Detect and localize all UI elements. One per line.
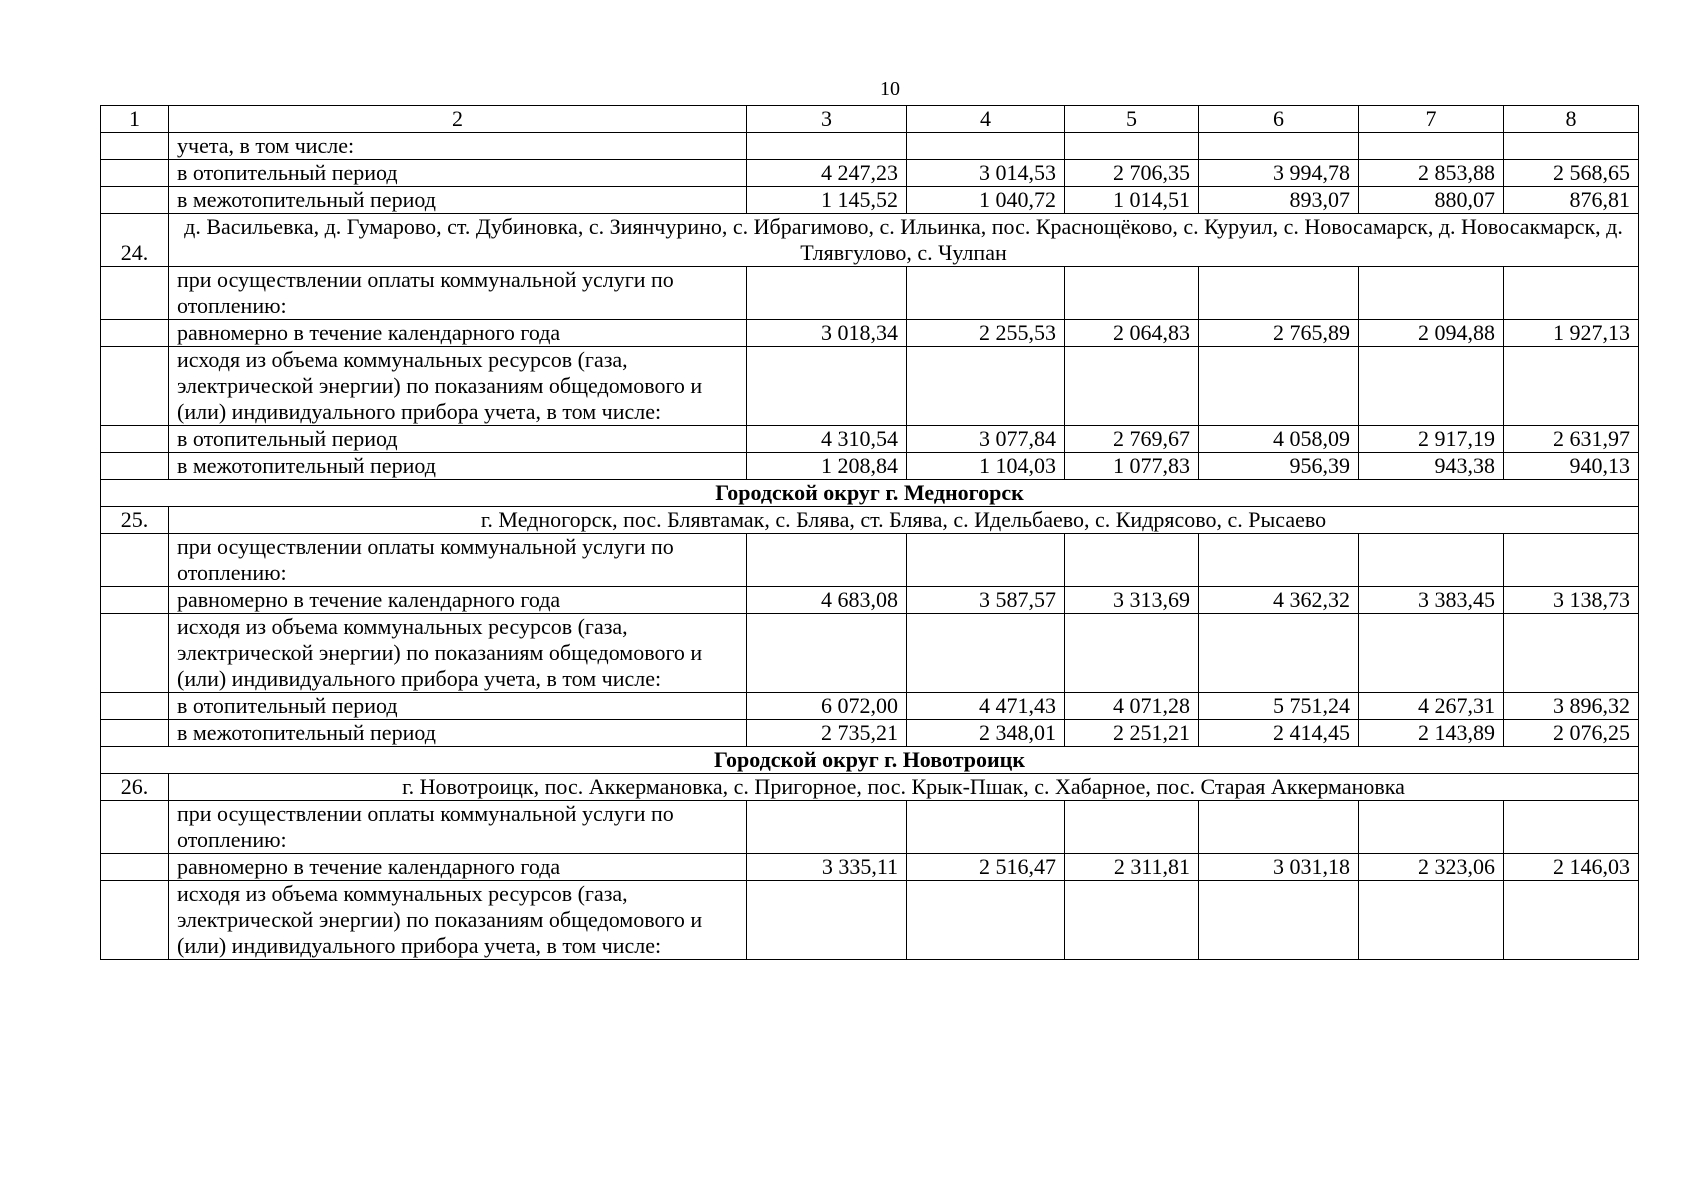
table-row <box>101 267 1639 320</box>
value-cell: 2 146,03 <box>1504 854 1639 881</box>
value-cell: 2 706,35 <box>1065 160 1199 187</box>
value-cell <box>1359 347 1504 426</box>
settlement-row <box>101 507 1639 534</box>
row-description: исходя из объема коммунальных ресурсов (газа, электрической энергии) по показаниям общедомового и (или) индивидуального прибора учета, в том числе: <box>169 881 747 960</box>
value-cell: 2 568,65 <box>1504 160 1639 187</box>
value-cell <box>907 267 1065 320</box>
row-index-cell <box>101 320 169 347</box>
value-cell <box>1504 347 1639 426</box>
value-cell: 1 077,83 <box>1065 453 1199 480</box>
value-cell: 2 631,97 <box>1504 426 1639 453</box>
value-cell <box>907 534 1065 587</box>
row-description: в межотопительный период <box>169 720 747 747</box>
header-cell: 5 <box>1065 106 1199 133</box>
table-row <box>101 881 1639 960</box>
table-row <box>101 133 1639 160</box>
value-cell <box>1359 267 1504 320</box>
row-index-cell <box>101 693 169 720</box>
row-index-cell <box>101 160 169 187</box>
value-cell: 2 255,53 <box>907 320 1065 347</box>
value-cell: 4 310,54 <box>747 426 907 453</box>
row-index-cell <box>101 587 169 614</box>
value-cell: 880,07 <box>1359 187 1504 214</box>
value-cell: 3 335,11 <box>747 854 907 881</box>
value-cell: 4 471,43 <box>907 693 1065 720</box>
value-cell: 2 348,01 <box>907 720 1065 747</box>
table-row <box>101 693 1639 720</box>
header-cell: 1 <box>101 106 169 133</box>
value-cell: 3 014,53 <box>907 160 1065 187</box>
table-row <box>101 720 1639 747</box>
value-cell: 4 058,09 <box>1199 426 1359 453</box>
row-description: учета, в том числе: <box>169 133 747 160</box>
district-heading-row <box>101 747 1639 774</box>
value-cell: 2 917,19 <box>1359 426 1504 453</box>
value-cell: 4 683,08 <box>747 587 907 614</box>
row-description: в отопительный период <box>169 160 747 187</box>
row-index-cell <box>101 133 169 160</box>
value-cell: 1 040,72 <box>907 187 1065 214</box>
table-row <box>101 801 1639 854</box>
value-cell: 2 064,83 <box>1065 320 1199 347</box>
value-cell: 2 143,89 <box>1359 720 1504 747</box>
table-row <box>101 614 1639 693</box>
table-row <box>101 160 1639 187</box>
settlement-row <box>101 214 1639 267</box>
header-cell: 7 <box>1359 106 1504 133</box>
table-row <box>101 453 1639 480</box>
value-cell <box>747 534 907 587</box>
page-number: 10 <box>880 78 900 100</box>
row-index-cell <box>101 347 169 426</box>
value-cell <box>747 267 907 320</box>
value-cell <box>1359 801 1504 854</box>
table-row <box>101 187 1639 214</box>
value-cell: 3 896,32 <box>1504 693 1639 720</box>
value-cell: 1 145,52 <box>747 187 907 214</box>
row-description: равномерно в течение календарного года <box>169 587 747 614</box>
value-cell <box>907 347 1065 426</box>
value-cell: 1 104,03 <box>907 453 1065 480</box>
row-index-cell: 26. <box>101 774 169 801</box>
value-cell: 2 311,81 <box>1065 854 1199 881</box>
value-cell <box>907 801 1065 854</box>
value-cell <box>1504 614 1639 693</box>
value-cell: 2 516,47 <box>907 854 1065 881</box>
row-description: в отопительный период <box>169 693 747 720</box>
settlement-list: г. Новотроицк, пос. Аккермановка, с. Пригорное, пос. Крык-Пшак, с. Хабарное, пос. Старая Аккермановка <box>169 774 1639 801</box>
value-cell <box>1199 534 1359 587</box>
value-cell: 876,81 <box>1504 187 1639 214</box>
value-cell <box>1065 881 1199 960</box>
value-cell: 3 077,84 <box>907 426 1065 453</box>
value-cell: 4 362,32 <box>1199 587 1359 614</box>
value-cell: 3 138,73 <box>1504 587 1639 614</box>
row-index-cell: 25. <box>101 507 169 534</box>
value-cell: 6 072,00 <box>747 693 907 720</box>
row-description: исходя из объема коммунальных ресурсов (газа, электрической энергии) по показаниям общедомового и (или) индивидуального прибора учета, в том числе: <box>169 347 747 426</box>
value-cell: 1 927,13 <box>1504 320 1639 347</box>
value-cell: 4 267,31 <box>1359 693 1504 720</box>
tariff-table <box>100 105 1639 960</box>
header-cell: 3 <box>747 106 907 133</box>
value-cell <box>747 881 907 960</box>
value-cell: 2 765,89 <box>1199 320 1359 347</box>
header-cell: 4 <box>907 106 1065 133</box>
value-cell <box>1504 801 1639 854</box>
value-cell: 2 076,25 <box>1504 720 1639 747</box>
row-index-cell: 24. <box>101 214 169 267</box>
value-cell <box>1199 133 1359 160</box>
value-cell: 2 094,88 <box>1359 320 1504 347</box>
row-index-cell <box>101 426 169 453</box>
settlement-list: д. Васильевка, д. Гумарово, ст. Дубиновка, с. Зиянчурино, с. Ибрагимово, с. Ильинка, пос. Краснощёково, с. Куруил, с. Новосамарск, д. Новосакмарск, д. Тлявгулово, с. Чулпан <box>169 214 1639 267</box>
table-row <box>101 534 1639 587</box>
value-cell <box>907 881 1065 960</box>
table-body <box>101 133 1639 960</box>
value-cell <box>1065 347 1199 426</box>
value-cell <box>1504 133 1639 160</box>
district-heading: Городской округ г. Новотроицк <box>101 747 1639 774</box>
value-cell: 3 994,78 <box>1199 160 1359 187</box>
value-cell <box>1199 267 1359 320</box>
row-index-cell <box>101 854 169 881</box>
value-cell: 940,13 <box>1504 453 1639 480</box>
value-cell <box>1065 267 1199 320</box>
value-cell: 2 414,45 <box>1199 720 1359 747</box>
value-cell: 3 587,57 <box>907 587 1065 614</box>
value-cell <box>1065 534 1199 587</box>
district-heading: Городской округ г. Медногорск <box>101 480 1639 507</box>
row-index-cell <box>101 453 169 480</box>
value-cell: 3 383,45 <box>1359 587 1504 614</box>
value-cell: 1 208,84 <box>747 453 907 480</box>
row-description: в отопительный период <box>169 426 747 453</box>
value-cell <box>1199 347 1359 426</box>
value-cell <box>747 614 907 693</box>
row-index-cell <box>101 267 169 320</box>
header-cell: 6 <box>1199 106 1359 133</box>
value-cell <box>1065 614 1199 693</box>
value-cell <box>1199 801 1359 854</box>
row-description: при осуществлении оплаты коммунальной услуги по отоплению: <box>169 801 747 854</box>
value-cell: 3 313,69 <box>1065 587 1199 614</box>
value-cell <box>747 133 907 160</box>
row-index-cell <box>101 614 169 693</box>
column-number-header <box>101 106 1639 133</box>
value-cell: 2 735,21 <box>747 720 907 747</box>
value-cell: 4 071,28 <box>1065 693 1199 720</box>
header-cell: 8 <box>1504 106 1639 133</box>
value-cell <box>1199 881 1359 960</box>
row-description: при осуществлении оплаты коммунальной услуги по отоплению: <box>169 534 747 587</box>
value-cell <box>907 614 1065 693</box>
value-cell: 3 031,18 <box>1199 854 1359 881</box>
row-description: при осуществлении оплаты коммунальной услуги по отоплению: <box>169 267 747 320</box>
value-cell: 2 769,67 <box>1065 426 1199 453</box>
table-row <box>101 347 1639 426</box>
value-cell: 956,39 <box>1199 453 1359 480</box>
row-index-cell <box>101 720 169 747</box>
row-description: равномерно в течение календарного года <box>169 854 747 881</box>
table-row <box>101 587 1639 614</box>
district-heading-row <box>101 480 1639 507</box>
value-cell: 1 014,51 <box>1065 187 1199 214</box>
value-cell <box>1359 133 1504 160</box>
settlement-row <box>101 774 1639 801</box>
value-cell <box>1359 881 1504 960</box>
value-cell <box>1504 267 1639 320</box>
row-description: в межотопительный период <box>169 187 747 214</box>
value-cell <box>747 801 907 854</box>
value-cell <box>907 133 1065 160</box>
value-cell <box>747 347 907 426</box>
header-cell: 2 <box>169 106 747 133</box>
value-cell <box>1504 534 1639 587</box>
table-row <box>101 854 1639 881</box>
settlement-list: г. Медногорск, пос. Блявтамак, с. Блява, ст. Блява, с. Идельбаево, с. Кидрясово, с. Рысаево <box>169 507 1639 534</box>
value-cell <box>1199 614 1359 693</box>
value-cell: 2 323,06 <box>1359 854 1504 881</box>
row-index-cell <box>101 534 169 587</box>
row-index-cell <box>101 801 169 854</box>
value-cell <box>1504 881 1639 960</box>
value-cell: 2 251,21 <box>1065 720 1199 747</box>
value-cell: 2 853,88 <box>1359 160 1504 187</box>
table-row <box>101 320 1639 347</box>
value-cell <box>1359 534 1504 587</box>
table-row <box>101 426 1639 453</box>
row-index-cell <box>101 881 169 960</box>
value-cell: 943,38 <box>1359 453 1504 480</box>
value-cell: 893,07 <box>1199 187 1359 214</box>
row-description: исходя из объема коммунальных ресурсов (газа, электрической энергии) по показаниям общедомового и (или) индивидуального прибора учета, в том числе: <box>169 614 747 693</box>
value-cell: 4 247,23 <box>747 160 907 187</box>
value-cell <box>1359 614 1504 693</box>
row-description: в межотопительный период <box>169 453 747 480</box>
value-cell: 3 018,34 <box>747 320 907 347</box>
value-cell: 5 751,24 <box>1199 693 1359 720</box>
row-index-cell <box>101 187 169 214</box>
value-cell <box>1065 801 1199 854</box>
row-description: равномерно в течение календарного года <box>169 320 747 347</box>
value-cell <box>1065 133 1199 160</box>
